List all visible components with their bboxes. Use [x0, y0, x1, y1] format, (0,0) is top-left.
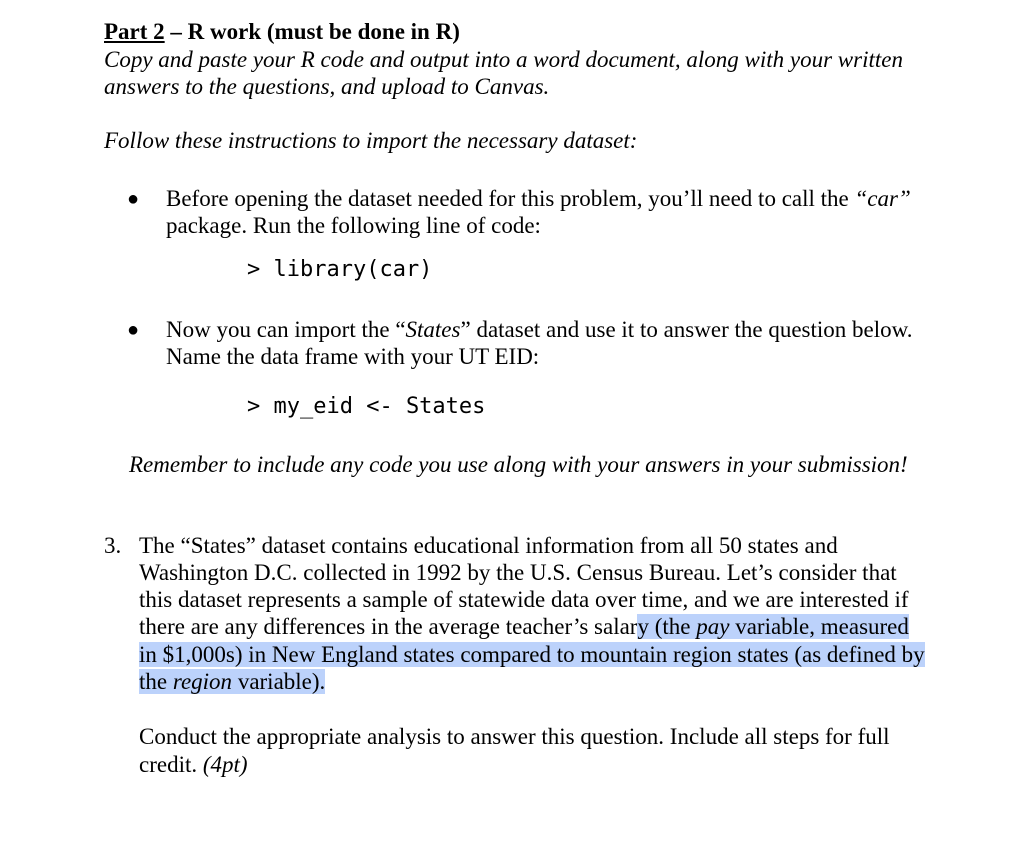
- question-line-1: The “States” dataset contains educational information from all 50 states and: [139, 533, 838, 558]
- highlight-text-a: y (the: [637, 614, 697, 639]
- points-label: (4pt): [202, 752, 248, 777]
- bullet-dot-icon: ●: [127, 319, 140, 341]
- bullet-2-text-c: ” dataset and use it to answer the question below.: [460, 317, 913, 342]
- question-line-3: this dataset represents a sample of statewide data over time, and we are interested if: [139, 587, 909, 612]
- instruction-line-2: [139, 751, 248, 778]
- bullet-1-line-2: package. Run the following line of code:: [166, 213, 541, 238]
- code-my-eid-assign: > my_eid <- States: [247, 394, 486, 419]
- text-selection-highlight[interactable]: [139, 669, 325, 694]
- intro-line-2: answers to the questions, and upload to Canvas.: [104, 74, 550, 99]
- question-line-2: Washington D.C. collected in 1992 by the U.S. Census Bureau. Let’s consider that: [139, 560, 897, 585]
- bullet-1-line-1: [166, 185, 911, 212]
- heading-part-label: Part 2: [104, 19, 165, 44]
- question-line-5: [139, 641, 925, 668]
- code-library-car: > library(car): [247, 257, 433, 282]
- question-line-6: [139, 668, 325, 695]
- highlight-text-d: variable).: [232, 669, 326, 694]
- highlight-text-b: variable, measured: [729, 614, 909, 639]
- heading-rest: – R work (must be done in R): [164, 19, 460, 44]
- car-package-name: “car”: [854, 186, 911, 211]
- instruction-text: credit.: [139, 752, 203, 777]
- intro-line-1: Copy and paste your R code and output into a word document, along with your written: [104, 47, 903, 72]
- region-variable-name: region: [172, 669, 233, 694]
- follow-instructions: Follow these instructions to import the necessary dataset:: [104, 128, 638, 153]
- text-selection-highlight[interactable]: [637, 614, 908, 639]
- question-line-4-text: there are any differences in the average teacher’s salar: [139, 614, 638, 639]
- bullet-2-text-a: Now you can import the “: [166, 317, 406, 342]
- section-heading: [104, 18, 460, 45]
- question-line-4: [139, 613, 909, 640]
- bullet-1-text: Before opening the dataset needed for this problem, you’ll need to call the: [166, 186, 855, 211]
- states-dataset-name: States: [405, 317, 461, 342]
- instruction-line-1: Conduct the appropriate analysis to answer this question. Include all steps for full: [139, 724, 890, 749]
- reminder-text: Remember to include any code you use along with your answers in your submission!: [129, 452, 908, 477]
- bullet-2-line-2: Name the data frame with your UT EID:: [166, 344, 540, 369]
- pay-variable-name: pay: [696, 614, 730, 639]
- text-selection-highlight[interactable]: in $1,000s) in New England states compared to mountain region states (as defined by: [139, 642, 925, 667]
- question-number: 3.: [104, 533, 122, 558]
- highlight-text-c: the: [139, 669, 173, 694]
- bullet-dot-icon: ●: [127, 188, 140, 210]
- bullet-2-line-1: [166, 316, 912, 343]
